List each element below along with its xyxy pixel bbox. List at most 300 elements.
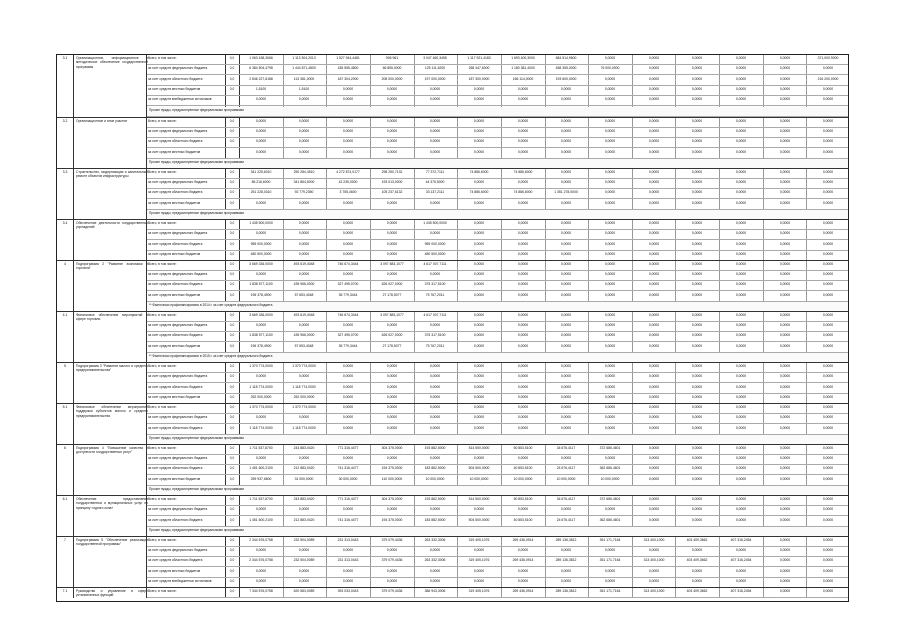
value-cell: 0,0000	[255, 507, 267, 511]
value-cell: 458 355,0000	[555, 66, 577, 70]
value-cell: 0,0000	[386, 97, 398, 101]
value-cell: 0,0000	[779, 456, 791, 460]
funding-source-label: за счет средств федерального бюджета	[148, 507, 208, 511]
value-cell: 208 000,0000	[381, 77, 403, 81]
funding-source-label: за счет средств федерального бюджета	[148, 415, 208, 419]
value-cell: 0,0000	[779, 252, 791, 256]
funding-source-label: за счет средств федерального бюджета	[148, 323, 208, 327]
value-cell: 0,0000	[560, 242, 572, 246]
section-description: Строительство, модернизация и капитальный ремонт объектов инфраструктуры	[76, 170, 148, 179]
section-note: Прочие нужды, предусмотренные федеральными программами	[147, 107, 848, 117]
value-cell: 0,0000	[735, 221, 747, 225]
value-cell: 0,0000	[735, 477, 747, 481]
value-cell: 0,0000	[779, 262, 791, 266]
value-cell: 193 013,0000	[381, 180, 403, 184]
value-cell: 0,0000	[517, 221, 529, 225]
funding-source-label: за счет средств местных бюджетов	[148, 477, 201, 481]
value-cell: 0,0000	[779, 538, 791, 542]
value-cell: 0,0000	[648, 385, 660, 389]
value-cell: 0,0000	[822, 538, 834, 542]
value-cell: 0,0000	[560, 323, 572, 327]
value-cell: 231 313,0443	[337, 558, 359, 562]
value-cell: 0,0000	[735, 97, 747, 101]
value-cell: 0,0000	[517, 507, 529, 511]
table-row	[147, 322, 848, 332]
value-cell: 183 882,5000	[424, 518, 446, 522]
row-code: 0,0	[229, 446, 235, 450]
row-code: 0,0	[229, 548, 235, 552]
funding-source-label: за счет средств областного бюджета	[148, 333, 203, 337]
value-cell: 75 767,2011	[425, 344, 445, 348]
value-cell: 27 178,5077	[382, 344, 402, 348]
value-cell: 0,0000	[735, 456, 747, 460]
value-cell: 0,0000	[822, 313, 834, 317]
value-cell: 0,0000	[342, 415, 354, 419]
value-cell: 0,0000	[779, 231, 791, 235]
value-cell: 0,0000	[473, 201, 485, 205]
value-cell: 0,0000	[604, 170, 616, 174]
table-row	[147, 568, 848, 578]
funding-source-label: за счет средств федерального бюджета	[148, 272, 208, 276]
value-cell: 0,0000	[822, 507, 834, 511]
value-cell: 0,0000	[735, 77, 747, 81]
value-cell: 289 136,3812	[555, 538, 577, 542]
value-cell: 0,0000	[779, 507, 791, 511]
value-cell: 0,0000	[779, 56, 791, 60]
value-cell: 0,0000	[473, 242, 485, 246]
value-cell: 403 409,3662	[686, 538, 708, 542]
section-number: 3.1	[62, 56, 68, 60]
value-cell: 372 686,4601	[599, 446, 621, 450]
row-code: 0,0	[229, 242, 235, 246]
value-cell: 0,0000	[691, 66, 703, 70]
value-cell: 0,0000	[779, 150, 791, 154]
value-cell: 0,0000	[604, 119, 616, 123]
value-cell: 0,0000	[779, 446, 791, 450]
row-code: 0,0	[229, 456, 235, 460]
funding-source-label: за счет средств местных бюджетов	[148, 344, 201, 348]
value-cell: 0,0000	[691, 201, 703, 205]
value-cell: 74 886,6000	[513, 190, 533, 194]
table-row	[147, 373, 848, 383]
value-cell: 0,0000	[517, 119, 529, 123]
value-cell: 0,0000	[604, 579, 616, 583]
value-cell: 0,0000	[822, 579, 834, 583]
section-note: ** Фактически профинансировано в 2014 г. за счет средств федерального бюджета	[147, 302, 848, 312]
value-cell: 0,0000	[560, 395, 572, 399]
value-cell: 0,0000	[473, 97, 485, 101]
section-number: 4	[64, 262, 66, 266]
value-cell: 0,0000	[822, 374, 834, 378]
table-row	[147, 241, 848, 251]
value-cell: 0,0000	[779, 242, 791, 246]
value-cell: 0,0000	[255, 415, 267, 419]
value-cell: 0,0000	[604, 221, 616, 225]
value-cell: 741 316,4477	[337, 518, 359, 522]
table-row	[147, 76, 848, 86]
row-code: 0,0	[229, 497, 235, 501]
value-cell: 0,0000	[473, 333, 485, 337]
value-cell: 251 228,0310	[250, 190, 272, 194]
value-cell: 0,0000	[779, 293, 791, 297]
value-cell: 0,0000	[822, 405, 834, 409]
value-cell: 0,0000	[691, 190, 703, 194]
section-description: Организационное, информационное и методическое обеспечение государственной программы	[76, 56, 148, 69]
value-cell: 10 000,0000	[513, 477, 533, 481]
value-cell: 0,0000	[604, 344, 616, 348]
funding-source-label: за счет средств местных бюджетов	[148, 252, 201, 256]
value-cell: 0,0000	[648, 262, 660, 266]
value-cell: 0,0000	[604, 272, 616, 276]
value-cell: 0,0000	[517, 201, 529, 205]
value-cell: 514 500,0000	[468, 497, 490, 501]
table-row	[147, 414, 848, 424]
value-cell: 0,0000	[691, 507, 703, 511]
value-cell: 232 504,0089	[293, 558, 315, 562]
value-cell: 1 118 774,0000	[249, 385, 273, 389]
value-cell: 0,0000	[517, 180, 529, 184]
row-code: 0,0	[229, 569, 235, 573]
value-cell: 0,0000	[429, 395, 441, 399]
value-cell: 0,0000	[342, 242, 354, 246]
value-cell: 0,0000	[779, 466, 791, 470]
value-cell: 0,0000	[386, 426, 398, 430]
value-cell: 0,0000	[517, 333, 529, 337]
value-cell: 0,0000	[517, 374, 529, 378]
value-cell: 493 619,4048	[293, 262, 315, 266]
value-cell: 480 500,0000	[250, 252, 272, 256]
value-cell: 0,0000	[648, 293, 660, 297]
value-cell: 0,0000	[298, 272, 310, 276]
program-section	[57, 587, 848, 598]
table-row	[147, 189, 848, 199]
value-cell: 0,0000	[648, 497, 660, 501]
value-cell: 57 653,4048	[294, 344, 314, 348]
value-cell: 0,0000	[298, 139, 310, 143]
value-cell: 0,0000	[560, 87, 572, 91]
value-cell: 0,0000	[473, 252, 485, 256]
value-cell: 0,0000	[604, 374, 616, 378]
value-cell: 0,0000	[822, 395, 834, 399]
value-cell: 362 686,4601	[599, 466, 621, 470]
table-row	[147, 312, 848, 322]
value-cell: 0,0000	[298, 507, 310, 511]
value-cell: 0,0000	[386, 323, 398, 327]
value-cell: 0,0000	[735, 231, 747, 235]
value-cell: 0,0000	[604, 242, 616, 246]
value-cell: 0,0000	[473, 87, 485, 91]
value-cell: 0,0000	[473, 395, 485, 399]
value-cell: 0,0000	[517, 579, 529, 583]
value-cell: 74 886,6000	[513, 170, 533, 174]
value-cell: 0,0000	[604, 201, 616, 205]
value-cell: 0,0000	[429, 272, 441, 276]
value-cell: 0,0000	[648, 395, 660, 399]
value-cell: 626 027,0000	[381, 282, 403, 286]
value-cell: 0,0000	[735, 548, 747, 552]
value-cell: 1 693 400,3000	[511, 56, 535, 60]
value-cell: 4 617 007,7111	[423, 262, 447, 266]
value-cell: 0,0000	[691, 139, 703, 143]
value-cell: 0,0000	[604, 395, 616, 399]
section-description: Финансовое обеспечение мероприятий в сфере торговли	[76, 313, 148, 322]
value-cell: 955 000,0000	[250, 242, 272, 246]
value-cell: 0,0000	[735, 466, 747, 470]
value-cell: 480 500,0000	[424, 252, 446, 256]
value-cell: 0,0000	[255, 231, 267, 235]
section-note: Прочие нужды, предусмотренные федеральными программами	[147, 210, 848, 220]
value-cell: 10 000,0000	[425, 477, 445, 481]
funding-source-label: Всего, в том числе:	[148, 405, 177, 409]
value-cell: 304 375,0000	[381, 446, 403, 450]
funding-source-label: за счет средств местных бюджетов	[148, 569, 201, 573]
value-cell: 0,0000	[386, 548, 398, 552]
value-cell: 0,0000	[779, 139, 791, 143]
value-cell: 0,0000	[691, 477, 703, 481]
value-cell: 0,0000	[779, 272, 791, 276]
value-cell: 0,0000	[604, 415, 616, 419]
funding-source-label: Всего, в том числе:	[148, 364, 177, 368]
value-cell: 0,0000	[691, 518, 703, 522]
row-code: 0,0	[229, 231, 235, 235]
value-cell: 0,0000	[735, 374, 747, 378]
value-cell: 0,0000	[691, 87, 703, 91]
funding-source-label: Всего, в том числе:	[148, 538, 177, 542]
funding-source-label: за счет средств федерального бюджета	[148, 180, 208, 184]
value-cell: 0,0000	[822, 252, 834, 256]
value-cell: 0,0000	[298, 415, 310, 419]
row-code: 0,0	[229, 507, 235, 511]
value-cell: 0,0000	[691, 180, 703, 184]
value-cell: 0,0000	[473, 221, 485, 225]
funding-source-label: за счет средств областного бюджета	[148, 518, 203, 522]
table-row	[147, 506, 848, 516]
value-cell: 110 000,0000	[381, 477, 403, 481]
section-number: 6	[64, 446, 66, 450]
value-cell: 0,0000	[779, 313, 791, 317]
table-row	[147, 292, 848, 302]
value-cell: 0,0000	[822, 364, 834, 368]
value-cell: 0,0000	[517, 129, 529, 133]
value-cell: 0,0000	[298, 548, 310, 552]
value-cell: 1 451 600,2100	[249, 466, 273, 470]
value-cell: 0,0000	[342, 395, 354, 399]
section-note: Прочие нужды, предусмотренные федеральными программами	[147, 486, 848, 496]
value-cell: 0,0000	[691, 272, 703, 276]
value-cell: 0,0000	[473, 548, 485, 552]
value-cell: 514 500,0000	[468, 446, 490, 450]
value-cell: 0,0000	[473, 139, 485, 143]
value-cell: 0,0000	[779, 395, 791, 399]
value-cell: 407 316,2454	[730, 589, 752, 593]
value-cell: 75 767,2011	[425, 293, 445, 297]
value-cell: 0,0000	[691, 252, 703, 256]
row-code: 0,0	[229, 170, 235, 174]
value-cell: 0,0000	[560, 313, 572, 317]
value-cell: 0,0000	[691, 385, 703, 389]
column-divider	[73, 118, 74, 169]
value-cell: 0,0000	[779, 282, 791, 286]
value-cell: 0,0000	[691, 374, 703, 378]
value-cell: 0,0000	[735, 56, 747, 60]
funding-source-label: Всего, в том числе:	[148, 170, 177, 174]
row-code: 0,0	[229, 415, 235, 419]
value-cell: 0,0000	[429, 415, 441, 419]
value-cell: 0,0000	[386, 231, 398, 235]
value-cell: 0,0000	[298, 242, 310, 246]
value-cell: 0,0000	[648, 518, 660, 522]
value-cell: 0,0000	[735, 344, 747, 348]
value-cell: 42 235,0000	[338, 180, 358, 184]
value-cell: 196 378,4900	[250, 293, 272, 297]
value-cell: 0,0000	[298, 201, 310, 205]
value-cell: 0,0000	[386, 569, 398, 573]
value-cell: 0,0000	[604, 190, 616, 194]
column-divider	[73, 496, 74, 537]
value-cell: 0,0000	[779, 548, 791, 552]
value-cell: 0,0000	[648, 323, 660, 327]
value-cell: 0,0000	[648, 97, 660, 101]
value-cell: 1 118 774,0000	[292, 426, 316, 430]
value-cell: 0,0000	[822, 333, 834, 337]
value-cell: 0,0000	[779, 589, 791, 593]
value-cell: 0,0000	[691, 150, 703, 154]
funding-source-label: Всего, в том числе:	[148, 497, 177, 501]
table-row	[147, 425, 848, 435]
value-cell: 0,0000	[822, 129, 834, 133]
value-cell: 1 063 438,3066	[249, 56, 273, 60]
value-cell: 0,0000	[822, 344, 834, 348]
value-cell: 0,0000	[735, 364, 747, 368]
value-cell: 0,0000	[342, 548, 354, 552]
value-cell: 0,0000	[779, 344, 791, 348]
section-note: ** Фактически профинансировано в 2015 г. за счет средств федерального бюджета	[147, 353, 848, 363]
table-row	[147, 476, 848, 486]
row-code: 0,0	[229, 518, 235, 522]
value-cell: 0,0000	[429, 548, 441, 552]
value-cell: 372 686,4601	[599, 497, 621, 501]
value-cell: 0,0000	[386, 221, 398, 225]
table-row	[147, 128, 848, 138]
value-cell: 0,0000	[560, 231, 572, 235]
row-code: 0,0	[229, 221, 235, 225]
section-number: 6.1	[62, 497, 68, 501]
value-cell: 1 113 304,2013	[292, 56, 316, 60]
funding-source-label: за счет средств местных бюджетов	[148, 150, 201, 154]
value-cell: 0,0000	[473, 262, 485, 266]
value-cell: 3 669 336,0000	[249, 262, 273, 266]
value-cell: 0,0000	[560, 129, 572, 133]
funding-source-label: за счет средств областного бюджета	[148, 139, 203, 143]
value-cell: 0,0000	[779, 129, 791, 133]
table-row	[147, 169, 848, 179]
value-cell: 0,0000	[648, 405, 660, 409]
value-cell: 351 171,7164	[599, 558, 621, 562]
value-cell: 0,0000	[735, 87, 747, 91]
value-cell: 0,0000	[779, 323, 791, 327]
row-code: 0,0	[229, 56, 235, 60]
value-cell: 0,0000	[648, 579, 660, 583]
table-row	[147, 220, 848, 230]
value-cell: 0,0000	[648, 252, 660, 256]
value-cell: 0,0000	[255, 579, 267, 583]
value-cell: 0,0000	[429, 405, 441, 409]
value-cell: 1 435 500,0000	[423, 221, 447, 225]
value-cell: 0,0000	[560, 201, 572, 205]
value-cell: 0,0000	[779, 497, 791, 501]
value-cell: 0,0000	[735, 385, 747, 389]
value-cell: 0,0000	[648, 456, 660, 460]
funding-source-label: за счет средств федерального бюджета	[148, 129, 208, 133]
value-cell: 0,0000	[517, 150, 529, 154]
value-cell: 0,0000	[473, 344, 485, 348]
value-cell: 0,0000	[779, 426, 791, 430]
value-cell: 0,0000	[735, 405, 747, 409]
value-cell: 0,0000	[648, 507, 660, 511]
value-cell: 327 495,0700	[337, 333, 359, 337]
value-cell: 1 370 774,0000	[292, 364, 316, 368]
value-cell: 10 000,0000	[469, 477, 489, 481]
value-cell: 31 000,0000	[294, 477, 314, 481]
value-cell: 0,0000	[517, 569, 529, 573]
value-cell: 125 111,6200	[424, 66, 446, 70]
value-cell: 0,0000	[386, 385, 398, 389]
section-number: 5.1	[62, 405, 68, 409]
value-cell: 0,0000	[691, 579, 703, 583]
value-cell: 0,0000	[779, 518, 791, 522]
row-code: 0,0	[229, 333, 235, 337]
value-cell: 33 137,2111	[425, 190, 445, 194]
value-cell: 0,0000	[604, 426, 616, 430]
value-cell: 0,0000	[473, 507, 485, 511]
row-code: 0,0	[229, 87, 235, 91]
value-cell: 24 676,4117	[556, 466, 576, 470]
value-cell: 0,0000	[648, 426, 660, 430]
value-cell: 196 378,4900	[250, 344, 272, 348]
value-cell: 0,0000	[255, 569, 267, 573]
value-cell: 4 617 007,7111	[423, 313, 447, 317]
value-cell: 0,0000	[429, 426, 441, 430]
section-description: Обеспечение деятельности государственных учреждений	[76, 221, 148, 230]
value-cell: 0,0000	[342, 507, 354, 511]
value-cell: 379 079,4436	[381, 558, 403, 562]
value-cell: 0,0000	[735, 293, 747, 297]
value-cell: 0,0000	[386, 139, 398, 143]
value-cell: 0,0000	[779, 364, 791, 368]
value-cell: 0,0000	[822, 456, 834, 460]
value-cell: 0,0000	[648, 129, 660, 133]
value-cell: 0,0000	[342, 385, 354, 389]
value-cell: 0,0000	[691, 466, 703, 470]
row-code: 0,0	[229, 139, 235, 143]
value-cell: 1 351 278,0000	[554, 190, 578, 194]
value-cell: 0,0000	[517, 282, 529, 286]
column-divider	[73, 363, 74, 404]
column-divider	[73, 404, 74, 445]
value-cell: 0,0000	[779, 558, 791, 562]
value-cell: 0,0000	[386, 507, 398, 511]
value-cell: 0,0000	[342, 405, 354, 409]
funding-source-label: за счет средств местных бюджетов	[148, 87, 201, 91]
value-cell: 0,0000	[473, 405, 485, 409]
value-cell: 0,0000	[429, 97, 441, 101]
value-cell: 0,0000	[560, 97, 572, 101]
value-cell: 0,0000	[735, 282, 747, 286]
value-cell: 0,0000	[560, 374, 572, 378]
value-cell: 746 674,3444	[337, 313, 359, 317]
value-cell: 76 000,0000	[600, 66, 620, 70]
value-cell: 194 375,0000	[381, 518, 403, 522]
